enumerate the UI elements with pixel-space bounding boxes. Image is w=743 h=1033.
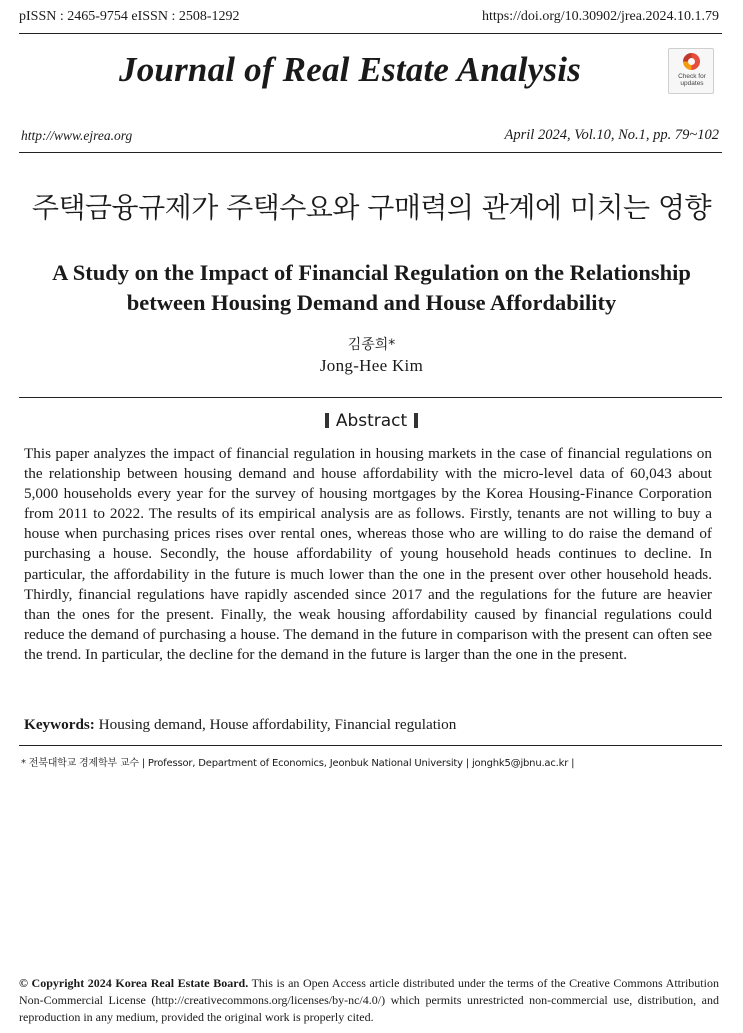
copyright-notice (19, 975, 719, 1026)
keywords-label: Keywords: (24, 716, 95, 733)
author-korean: 김종희* (347, 337, 396, 353)
copyright-label: © Copyright 2024 Korea Real Estate Board. (19, 976, 249, 990)
divider (19, 745, 722, 746)
copyright-text: This is an Open Access article distributed under the terms of the Creative Commons Attribution Non-Commercial License (http://creativecommons.org/licenses/by-nc/4.0/) which permits unrestricted non-commercial use, distribution, and reproduction in any medium, provided the original work is properly cited. (19, 976, 719, 1024)
author-footnote: * 전북대학교 경제학부 교수 | Professor, Department of Economics, Jeonbuk National University | jonghk5@jbnu.ac.kr | (21, 758, 575, 769)
divider (19, 33, 722, 34)
abstract-heading-label: Abstract (335, 411, 408, 431)
english-title: A Study on the Impact of Financial Regulation on the Relationship between Housing Demand and House Affordability (52, 260, 691, 315)
abstract-heading (0, 411, 743, 431)
check-for-updates-badge[interactable] (668, 48, 714, 94)
journal-website-link[interactable]: http://www.ejrea.org (21, 128, 133, 143)
keywords-text: Housing demand, House affordability, Financial regulation (98, 716, 457, 733)
issue-info: April 2024, Vol.10, No.1, pp. 79~102 (504, 127, 719, 143)
journal-title: Journal of Real Estate Analysis (119, 50, 581, 89)
doi-link[interactable]: https://doi.org/10.30902/jrea.2024.10.1.79 (482, 9, 719, 24)
divider (19, 397, 722, 398)
issn-info: pISSN : 2465-9754 eISSN : 2508-1292 (19, 9, 240, 24)
abstract-body: This paper analyzes the impact of financial regulation in housing markets in the case of financial regulations on the relationship between housing demand and house affordability with the micro-level data of 60,043 about 5,000 households every year for the survey of housing mortgages by the Korea Housing-Finance Corporation from 2011 to 2022. The results of its empirical analysis are as follows. Firstly, tenants are not willing to buy a house when purchasing prices rises over rental ones, whereas those who are willing to do raise the demand of purchasing a house. Secondly, the house affordability of young household heads continues to decline. In particular, the affordability in the future is much lower than the one in the present over other household heads. Thirdly, financial regulations have rapidly ascended since 2017 and the regulations for the future are heavier than the ones for the present. Finally, the weak housing affordability caused by financial regulations could reduce the demand of purchasing a house. The demand in the future in comparison with the present can often see the trend. In particular, the decline for the demand in the future is larger than the one in the present. (24, 445, 712, 663)
korean-title: 주택금융규제가 주택수요와 구매력의 관계에 미치는 영향 (31, 191, 712, 224)
heading-bar-right (414, 413, 418, 428)
check-for-updates-icon (683, 53, 700, 70)
heading-bar-left (325, 413, 329, 428)
keywords-line (24, 716, 456, 734)
badge-label: Check for updates (678, 73, 706, 87)
author-english: Jong-Hee Kim (319, 356, 424, 375)
divider (19, 152, 722, 153)
